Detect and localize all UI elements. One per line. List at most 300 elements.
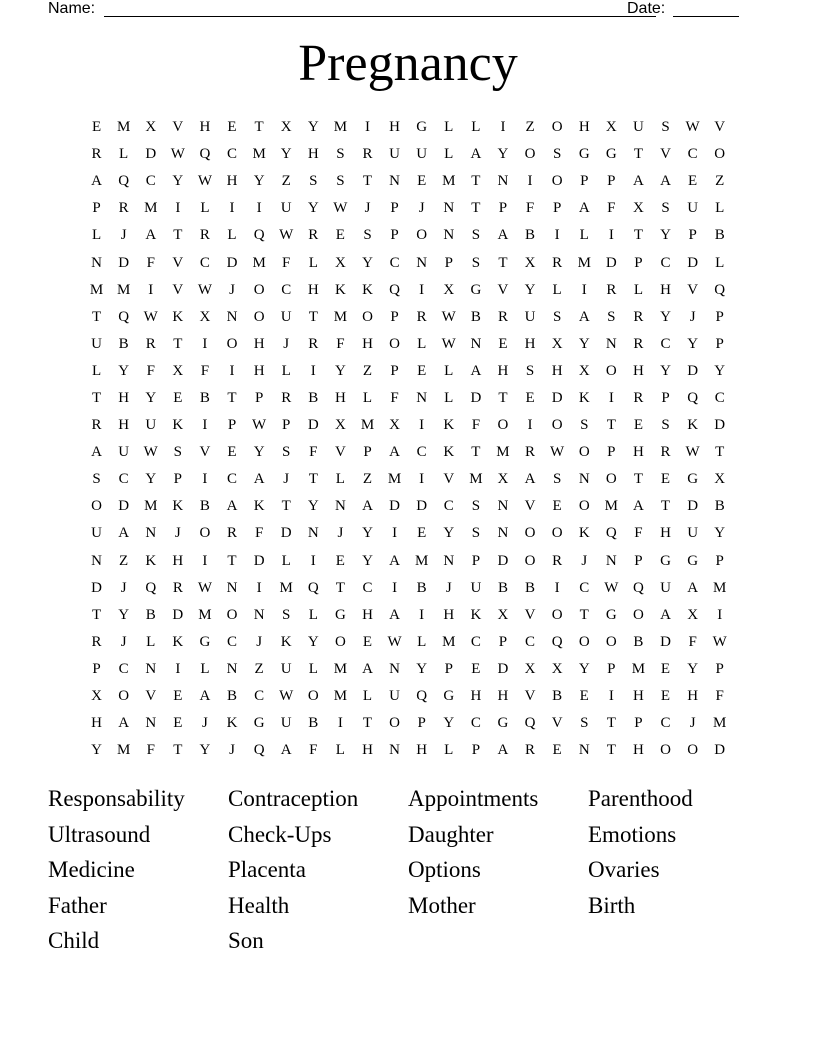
grid-letter: O xyxy=(714,146,726,163)
grid-letter: W xyxy=(387,633,402,650)
grid-letter: W xyxy=(170,146,185,163)
grid-letter: L xyxy=(91,227,102,244)
grid-letter: I xyxy=(229,362,235,379)
grid-letter: Y xyxy=(416,660,428,677)
grid-letter: W xyxy=(333,200,348,217)
grid-letter: Y xyxy=(714,525,726,542)
grid-letter: D xyxy=(714,417,726,434)
grid-letter: N xyxy=(334,498,346,515)
grid-row xyxy=(83,168,735,195)
grid-row xyxy=(83,385,735,412)
grid-letter: W xyxy=(604,579,619,596)
grid-letter: U xyxy=(687,525,699,542)
grid-letter: H xyxy=(660,525,671,542)
grid-letter: D xyxy=(145,146,157,163)
grid-letter: J xyxy=(120,227,127,244)
grid-row xyxy=(83,683,735,710)
grid-letter: D xyxy=(118,254,130,271)
grid-letter: T xyxy=(498,254,508,271)
grid-letter: S xyxy=(661,119,670,136)
grid-letter: X xyxy=(714,471,726,488)
grid-letter: A xyxy=(118,715,130,732)
grid-letter: T xyxy=(633,471,643,488)
grid-letter: D xyxy=(389,498,400,515)
name-blank-line xyxy=(104,16,656,17)
grid-letter: Z xyxy=(525,119,535,136)
grid-letter: P xyxy=(390,308,399,325)
grid-letter: H xyxy=(362,335,373,352)
word-list-item: Father xyxy=(48,892,107,918)
grid-letter: V xyxy=(687,281,699,298)
grid-letter: L xyxy=(308,660,318,677)
grid-letter: J xyxy=(202,715,208,732)
grid-letter: O xyxy=(524,552,536,569)
grid-row xyxy=(83,575,735,602)
grid-letter: L xyxy=(200,660,210,677)
grid-letter: L xyxy=(444,742,454,759)
grid-letter: H xyxy=(199,119,211,136)
grid-letter: M xyxy=(89,281,104,298)
grid-letter: A xyxy=(118,525,130,542)
grid-row xyxy=(83,520,735,547)
grid-letter: E xyxy=(552,742,562,759)
grid-letter: F xyxy=(282,254,291,271)
grid-letter: G xyxy=(578,146,590,163)
grid-letter: M xyxy=(252,146,266,163)
grid-letter: B xyxy=(227,688,238,705)
word-list-item: Child xyxy=(48,928,100,953)
grid-letter: S xyxy=(552,471,562,488)
grid-letter: F xyxy=(715,688,724,705)
grid-letter: F xyxy=(634,525,643,542)
grid-letter: F xyxy=(254,525,264,542)
grid-letter: L xyxy=(335,742,345,759)
grid-letter: H xyxy=(226,173,238,190)
grid-letter: K xyxy=(172,308,184,325)
grid-letter: X xyxy=(389,417,400,434)
grid-letter: A xyxy=(470,362,482,379)
grid-letter: N xyxy=(416,254,428,271)
grid-letter: N xyxy=(253,606,265,623)
grid-letter: D xyxy=(497,660,509,677)
grid-letter: O xyxy=(307,688,319,705)
grid-letter: O xyxy=(416,227,428,244)
grid-letter: R xyxy=(525,444,536,461)
grid-letter: L xyxy=(308,606,318,623)
grid-letter: R xyxy=(633,308,644,325)
grid-letter: Q xyxy=(524,715,536,732)
grid-letter: Y xyxy=(497,146,509,163)
grid-letter: P xyxy=(715,552,724,569)
grid-letter: C xyxy=(118,660,129,677)
grid-letter: I xyxy=(364,119,370,136)
grid-row xyxy=(83,114,735,141)
grid-letter: T xyxy=(606,715,616,732)
grid-letter: T xyxy=(173,227,183,244)
grid-letter: L xyxy=(444,119,454,136)
grid-letter: P xyxy=(607,444,616,461)
grid-letter: B xyxy=(145,606,156,623)
grid-letter: B xyxy=(199,389,210,406)
grid-letter: I xyxy=(175,660,181,677)
grid-letter: V xyxy=(199,444,211,461)
grid-letter: S xyxy=(471,227,481,244)
grid-letter: V xyxy=(443,471,455,488)
grid-letter: U xyxy=(687,200,699,217)
grid-letter: E xyxy=(227,444,237,461)
grid-letter: T xyxy=(281,498,291,515)
grid-letter: U xyxy=(280,660,292,677)
grid-letter: X xyxy=(687,606,699,623)
grid-letter: N xyxy=(497,498,509,515)
grid-letter: E xyxy=(173,389,183,406)
grid-letter: L xyxy=(200,200,210,217)
grid-letter: Z xyxy=(715,173,725,190)
grid-letter: Y xyxy=(362,525,373,542)
grid-letter: M xyxy=(387,471,402,488)
grid-letter: O xyxy=(497,417,509,434)
date-blank-line xyxy=(673,16,739,17)
grid-row xyxy=(83,331,735,358)
grid-letter: L xyxy=(444,389,454,406)
grid-letter: O xyxy=(389,715,400,732)
grid-letter: R xyxy=(91,633,102,650)
date-label: Date: xyxy=(627,0,666,17)
grid-letter: L xyxy=(281,362,291,379)
grid-letter: M xyxy=(116,281,131,298)
grid-letter: Y xyxy=(199,742,211,759)
grid-letter: E xyxy=(688,173,698,190)
grid-letter: K xyxy=(145,552,157,569)
grid-letter: E xyxy=(335,552,345,569)
grid-letter: O xyxy=(551,606,563,623)
grid-letter: O xyxy=(253,281,265,298)
grid-letter: M xyxy=(360,417,375,434)
grid-letter: M xyxy=(279,579,293,596)
grid-letter: U xyxy=(280,715,292,732)
grid-letter: M xyxy=(333,688,348,705)
grid-letter: I xyxy=(148,281,154,298)
grid-letter: G xyxy=(687,552,699,569)
grid-row xyxy=(83,466,735,493)
grid-letter: M xyxy=(469,471,483,488)
grid-letter: H xyxy=(633,688,644,705)
grid-letter: E xyxy=(579,688,589,705)
grid-letter: E xyxy=(660,688,671,705)
grid-letter: X xyxy=(443,281,455,298)
grid-letter: C xyxy=(525,633,536,650)
grid-letter: Z xyxy=(254,660,264,677)
grid-letter: H xyxy=(416,742,428,759)
grid-letter: A xyxy=(524,471,536,488)
grid-letter: A xyxy=(91,444,102,461)
grid-letter: E xyxy=(173,715,183,732)
grid-letter: P xyxy=(92,200,101,217)
word-list-item: Birth xyxy=(588,892,636,918)
grid-letter: R xyxy=(552,254,563,271)
grid-letter: L xyxy=(227,227,237,244)
grid-letter: E xyxy=(660,660,671,677)
grid-letter: V xyxy=(524,498,536,515)
grid-letter: Y xyxy=(362,254,373,271)
grid-letter: Q xyxy=(118,173,130,190)
grid-letter: R xyxy=(91,146,102,163)
grid-letter: O xyxy=(578,444,590,461)
grid-letter: I xyxy=(419,417,425,434)
grid-letter: H xyxy=(551,362,563,379)
grid-letter: X xyxy=(334,254,346,271)
grid-letter: S xyxy=(525,362,535,379)
grid-letter: T xyxy=(633,227,643,244)
word-list-item: Son xyxy=(228,928,264,953)
grid-letter: K xyxy=(172,498,184,515)
grid-letter: D xyxy=(551,389,563,406)
grid-letter: Q xyxy=(416,688,428,705)
grid-letter: P xyxy=(715,335,724,352)
grid-letter: H xyxy=(362,742,373,759)
grid-letter: R xyxy=(552,552,563,569)
grid-letter: A xyxy=(199,688,211,705)
grid-letter: Y xyxy=(443,715,455,732)
grid-letter: F xyxy=(336,335,345,352)
grid-letter: F xyxy=(200,362,210,379)
grid-letter: B xyxy=(714,227,725,244)
grid-letter: P xyxy=(688,227,697,244)
grid-letter: Z xyxy=(119,552,129,569)
grid-letter: O xyxy=(551,119,563,136)
grid-letter: S xyxy=(580,715,589,732)
grid-letter: K xyxy=(172,417,184,434)
grid-letter: I xyxy=(202,552,208,569)
grid-letter: T xyxy=(335,579,345,596)
grid-letter: M xyxy=(577,254,591,271)
grid-letter: H xyxy=(497,362,509,379)
grid-letter: C xyxy=(714,389,725,406)
grid-letter: Y xyxy=(253,173,265,190)
grid-letter: Q xyxy=(307,579,319,596)
word-list-item: Check-Ups xyxy=(228,821,332,847)
grid-letter: T xyxy=(362,173,373,190)
grid-letter: E xyxy=(633,417,643,434)
grid-letter: A xyxy=(497,742,509,759)
grid-letter: O xyxy=(362,308,373,325)
grid-letter: R xyxy=(416,308,427,325)
grid-letter: W xyxy=(143,308,158,325)
grid-row xyxy=(83,141,735,168)
grid-letter: U xyxy=(145,417,157,434)
grid-letter: X xyxy=(578,362,590,379)
grid-letter: I xyxy=(554,227,560,244)
grid-letter: Y xyxy=(118,606,130,623)
word-list-item: Emotions xyxy=(588,821,677,847)
grid-letter: O xyxy=(551,173,563,190)
grid-letter: M xyxy=(333,119,348,136)
grid-letter: C xyxy=(362,579,373,596)
grid-letter: Y xyxy=(307,633,319,650)
grid-letter: Q xyxy=(253,742,265,759)
grid-letter: B xyxy=(525,227,536,244)
grid-letter: I xyxy=(419,471,425,488)
grid-letter: M xyxy=(144,498,158,515)
grid-letter: A xyxy=(687,579,699,596)
grid-letter: D xyxy=(687,362,699,379)
grid-letter: T xyxy=(606,417,616,434)
grid-letter: P xyxy=(444,660,453,677)
grid-letter: X xyxy=(524,254,536,271)
grid-letter: Z xyxy=(362,362,373,379)
grid-letter: C xyxy=(416,444,427,461)
grid-letter: R xyxy=(362,146,373,163)
grid-letter: A xyxy=(497,227,509,244)
grid-letter: L xyxy=(471,119,481,136)
grid-letter: H xyxy=(633,444,644,461)
grid-letter: H xyxy=(633,742,644,759)
grid-letter: T xyxy=(715,444,725,461)
grid-letter: K xyxy=(470,606,482,623)
word-list-item: Appointments xyxy=(408,786,539,811)
grid-letter: P xyxy=(471,552,481,569)
grid-letter: F xyxy=(525,200,535,217)
grid-letter: N xyxy=(226,579,238,596)
grid-letter: L xyxy=(579,227,589,244)
grid-letter: H xyxy=(660,281,671,298)
grid-letter: Y xyxy=(172,173,184,190)
grid-letter: V xyxy=(524,688,536,705)
grid-letter: Y xyxy=(280,146,292,163)
grid-letter: B xyxy=(497,579,508,596)
grid-letter: X xyxy=(199,308,211,325)
grid-letter: A xyxy=(578,200,590,217)
grid-letter: B xyxy=(633,633,644,650)
grid-letter: S xyxy=(552,146,562,163)
grid-letter: T xyxy=(362,715,373,732)
grid-letter: I xyxy=(392,525,398,542)
grid-letter: H xyxy=(91,715,102,732)
grid-letter: R xyxy=(91,417,102,434)
grid-letter: I xyxy=(202,417,208,434)
grid-letter: V xyxy=(497,281,509,298)
grid-letter: Z xyxy=(362,471,373,488)
grid-letter: G xyxy=(443,688,455,705)
grid-letter: P xyxy=(715,660,724,677)
grid-letter: P xyxy=(607,660,616,677)
grid-letter: U xyxy=(470,579,482,596)
grid-letter: E xyxy=(227,119,237,136)
grid-letter: J xyxy=(689,308,696,325)
grid-letter: S xyxy=(471,498,481,515)
grid-letter: P xyxy=(498,633,508,650)
grid-letter: Y xyxy=(714,362,726,379)
grid-letter: H xyxy=(470,688,482,705)
grid-letter: H xyxy=(118,389,130,406)
grid-row xyxy=(83,493,735,520)
grid-letter: J xyxy=(120,579,127,596)
grid-letter: M xyxy=(442,633,456,650)
grid-letter: U xyxy=(91,525,102,542)
grid-letter: P xyxy=(634,715,643,732)
grid-letter: M xyxy=(415,552,429,569)
grid-letter: W xyxy=(685,119,700,136)
grid-letter: S xyxy=(336,146,345,163)
grid-letter: W xyxy=(252,417,267,434)
grid-letter: A xyxy=(91,173,102,190)
grid-letter: B xyxy=(118,335,129,352)
grid-letter: A xyxy=(389,552,400,569)
grid-row xyxy=(83,656,735,683)
grid-letter: B xyxy=(308,715,319,732)
grid-letter: Q xyxy=(145,579,157,596)
grid-letter: I xyxy=(392,579,398,596)
grid-letter: H xyxy=(497,688,509,705)
worksheet-header xyxy=(48,0,748,22)
grid-letter: L xyxy=(362,389,373,406)
grid-letter: C xyxy=(579,579,590,596)
grid-letter: I xyxy=(527,417,533,434)
grid-letter: T xyxy=(91,308,102,325)
grid-letter: N xyxy=(416,389,428,406)
grid-letter: O xyxy=(578,498,590,515)
grid-letter: M xyxy=(116,119,131,136)
grid-letter: O xyxy=(334,633,346,650)
grid-letter: C xyxy=(254,688,265,705)
grid-letter: O xyxy=(91,498,102,515)
grid-letter: J xyxy=(229,281,235,298)
grid-letter: D xyxy=(687,498,699,515)
grid-letter: S xyxy=(552,308,562,325)
grid-letter: L xyxy=(308,254,318,271)
grid-letter: B xyxy=(416,579,427,596)
grid-letter: Y xyxy=(687,660,699,677)
grid-letter: W xyxy=(279,688,294,705)
grid-letter: N xyxy=(226,660,238,677)
grid-letter: I xyxy=(419,606,425,623)
word-list-item: Health xyxy=(228,892,290,918)
grid-letter: Q xyxy=(253,227,265,244)
word-list-item: Ultrasound xyxy=(48,821,151,847)
grid-letter: I xyxy=(608,688,614,705)
grid-letter: C xyxy=(660,254,671,271)
grid-row xyxy=(83,629,735,656)
grid-letter: J xyxy=(445,579,452,596)
grid-letter: E xyxy=(471,660,481,677)
grid-letter: K xyxy=(334,281,346,298)
grid-letter: D xyxy=(118,498,130,515)
grid-letter: F xyxy=(146,742,155,759)
grid-letter: N xyxy=(91,254,102,271)
grid-letter: A xyxy=(660,606,671,623)
grid-letter: J xyxy=(283,335,290,352)
grid-letter: P xyxy=(444,254,453,271)
grid-letter: O xyxy=(605,633,617,650)
grid-letter: O xyxy=(605,471,617,488)
grid-letter: Y xyxy=(91,742,102,759)
grid-letter: R xyxy=(525,742,536,759)
grid-letter: Y xyxy=(334,362,346,379)
grid-letter: A xyxy=(633,498,644,515)
grid-letter: D xyxy=(660,633,671,650)
grid-letter: T xyxy=(254,119,264,136)
grid-letter: T xyxy=(173,742,183,759)
grid-letter: Y xyxy=(660,362,671,379)
grid-letter: R xyxy=(281,389,292,406)
grid-letter: C xyxy=(443,498,454,515)
grid-letter: N xyxy=(226,308,238,325)
word-list-item: Responsability xyxy=(48,786,185,811)
grid-letter: M xyxy=(631,660,646,677)
grid-letter: K xyxy=(280,633,292,650)
grid-letter: X xyxy=(551,335,563,352)
grid-letter: L xyxy=(715,254,725,271)
